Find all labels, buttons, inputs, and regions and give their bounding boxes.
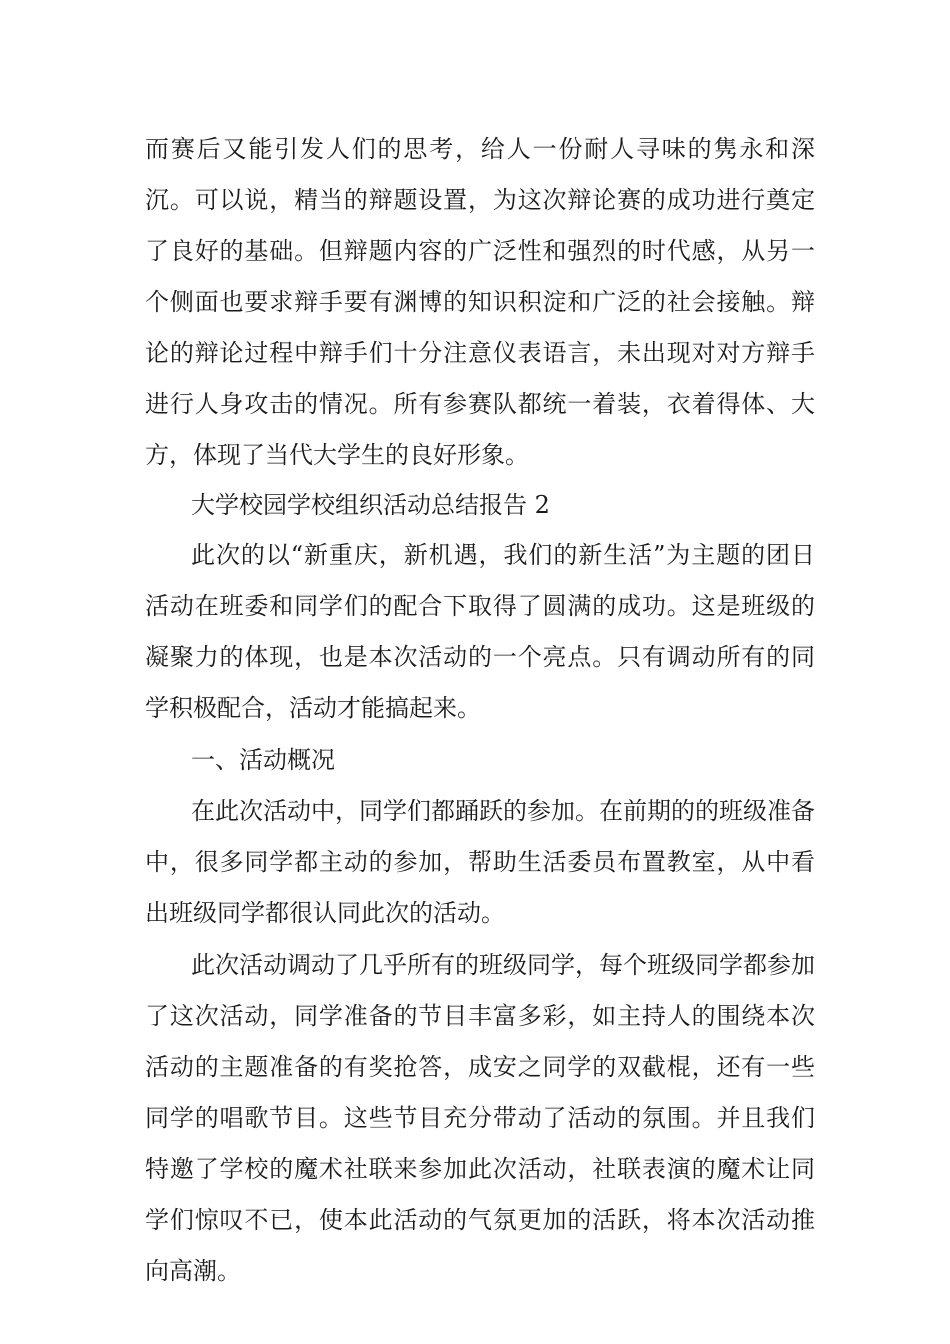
- paragraph-team-day-summary: 此次的以“新重庆，新机遇，我们的新生活”为主题的团日活动在班委和同学们的配合下取得了圆满的成功。这是班级的凝聚力的体现，也是本次活动的一个亮点。只有调动所有的同学积极配合，活动才能搞起来。: [145, 541, 815, 722]
- paragraph-participation: 在此次活动中，同学们都踊跃的参加。在前期的的班级准备中，很多同学都主动的参加，帮助生活委员布置教室，从中看出班级同学都很认同此次的活动。: [145, 797, 815, 927]
- section-heading-activity-overview: 一、活动概况: [191, 746, 335, 774]
- paragraph-programs: 此次活动调动了几乎所有的班级同学，每个班级同学都参加了这次活动，同学准备的节目丰富多彩，如主持人的围绕本次活动的主题准备的有奖抢答，成安之同学的双截棍，还有一些同学的唱歌节目。这些节目充分带动了活动的氛围。并且我们特邀了学校的魔术社联来参加此次活动，社联表演的魔术让同学们惊叹不已，使本此活动的气氛更加的活跃，将本次活动推向高潮。: [145, 951, 815, 1285]
- paragraph-debate-conclusion: 而赛后又能引发人们的思考，给人一份耐人寻味的隽永和深沉。可以说，精当的辩题设置，为这次辩论赛的成功进行奠定了良好的基础。但辩题内容的广泛性和强烈的时代感，从另一个侧面也要求辩手要有渊博的知识积淀和广泛的社会接触。辩论的辩论过程中辩手们十分注意仪表语言，未出现对对方辩手进行人身攻击的情况。所有参赛队都统一着装，衣着得体、大方，体现了当代大学生的良好形象。: [145, 135, 815, 469]
- section-heading-report-2: 大学校园学校组织活动总结报告 2: [191, 491, 550, 519]
